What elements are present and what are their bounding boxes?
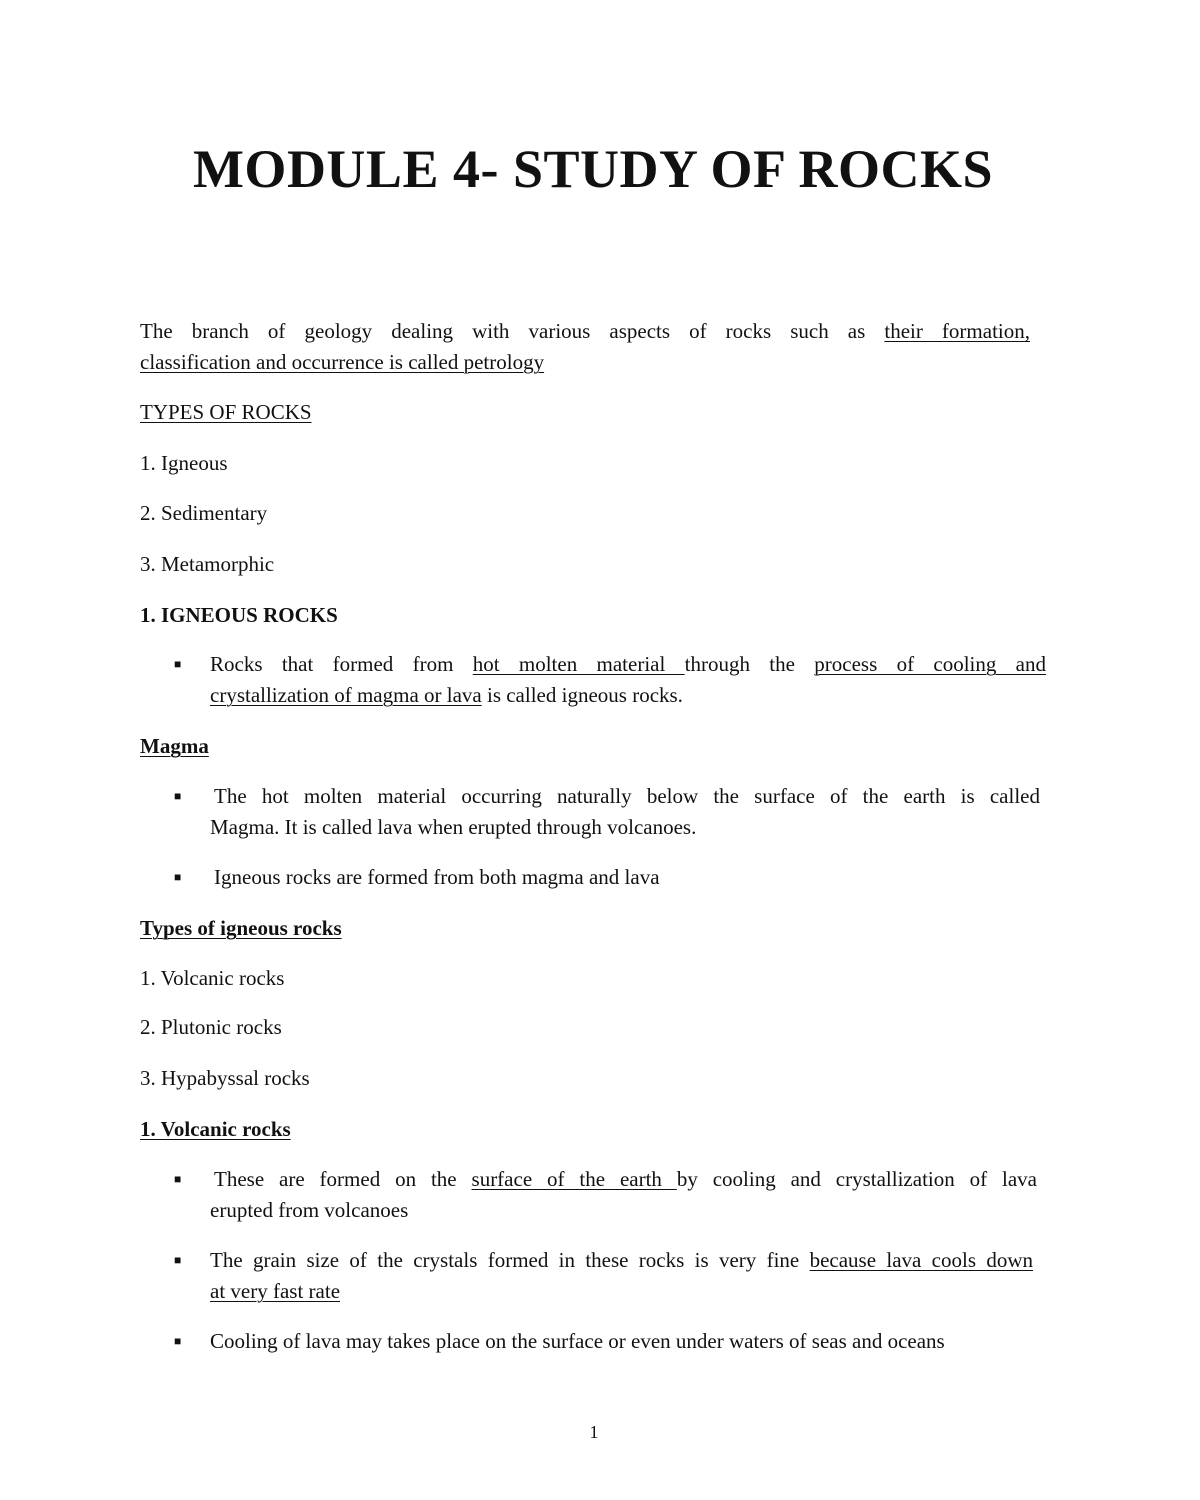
intro-underlined-text: classification and occurrence is called petrology: [140, 350, 545, 374]
igneous-def-text: is called igneous rocks.: [481, 683, 683, 707]
igneous-type-volcanic: 1. Volcanic rocks: [140, 966, 285, 990]
igneous-def-underlined: hot molten material: [472, 652, 685, 676]
bullet-icon: ■: [174, 657, 182, 671]
igneous-def-text: through the: [684, 652, 815, 676]
types-item-sedimentary: 2. Sedimentary: [140, 501, 268, 525]
volcanic-underlined: at very fast rate: [210, 1279, 341, 1303]
igneous-def-underlined: crystallization of magma or lava: [210, 683, 482, 707]
intro-line-1: [140, 319, 1030, 343]
igneous-def-text: Rocks that formed from: [210, 652, 473, 676]
volcanic-bullet-3: Cooling of lava may takes place on the surface or even under waters of seas and oceans: [210, 1329, 945, 1353]
intro-text: The branch of geology dealing with various aspects of rocks such as: [140, 319, 885, 343]
volcanic-bullet-1-line-2: erupted from volcanoes: [210, 1198, 409, 1222]
igneous-heading: 1. IGNEOUS ROCKS: [140, 603, 338, 627]
magma-bullet-2: Igneous rocks are formed from both magma and lava: [214, 865, 660, 889]
volcanic-bullet-2-line-2: [210, 1279, 340, 1303]
volcanic-bullet-2-line-1: [210, 1248, 1033, 1272]
bullet-icon: ■: [174, 1334, 182, 1348]
intro-line-2: [140, 350, 544, 374]
intro-underlined-text: their formation,: [884, 319, 1030, 343]
bullet-icon: ■: [174, 789, 182, 803]
igneous-def-underlined: process of cooling and: [814, 652, 1047, 676]
page-title: MODULE 4- STUDY OF ROCKS: [192, 139, 994, 199]
igneous-definition-line-2: [210, 683, 683, 707]
igneous-type-plutonic: 2. Plutonic rocks: [140, 1015, 282, 1039]
types-igneous-heading: Types of igneous rocks: [140, 916, 342, 940]
magma-bullet-1-line-2: Magma. It is called lava when erupted through volcanoes.: [210, 815, 697, 839]
igneous-definition-line-1: [210, 652, 1046, 676]
volcanic-underlined: surface of the earth: [471, 1167, 677, 1191]
volcanic-text: by cooling and crystallization of lava: [676, 1167, 1037, 1191]
types-item-igneous: 1. Igneous: [140, 451, 228, 475]
magma-bullet-1-line-1: The hot molten material occurring naturally below the surface of the earth is called: [214, 784, 1040, 808]
igneous-type-hypabyssal: 3. Hypabyssal rocks: [140, 1066, 310, 1090]
bullet-icon: ■: [174, 870, 182, 884]
bullet-icon: ■: [174, 1172, 182, 1186]
types-heading: TYPES OF ROCKS: [140, 400, 312, 424]
bullet-icon: ■: [174, 1253, 182, 1267]
volcanic-underlined: because lava cools down: [809, 1248, 1033, 1272]
magma-heading: Magma: [140, 734, 209, 758]
page-number: 1: [589, 1422, 599, 1442]
volcanic-heading: 1. Volcanic rocks: [140, 1117, 291, 1141]
volcanic-text: The grain size of the crystals formed in these rocks is very fine: [210, 1248, 810, 1272]
volcanic-bullet-1-line-1: [214, 1167, 1037, 1191]
volcanic-text: These are formed on the: [214, 1167, 472, 1191]
types-item-metamorphic: 3. Metamorphic: [140, 552, 275, 576]
